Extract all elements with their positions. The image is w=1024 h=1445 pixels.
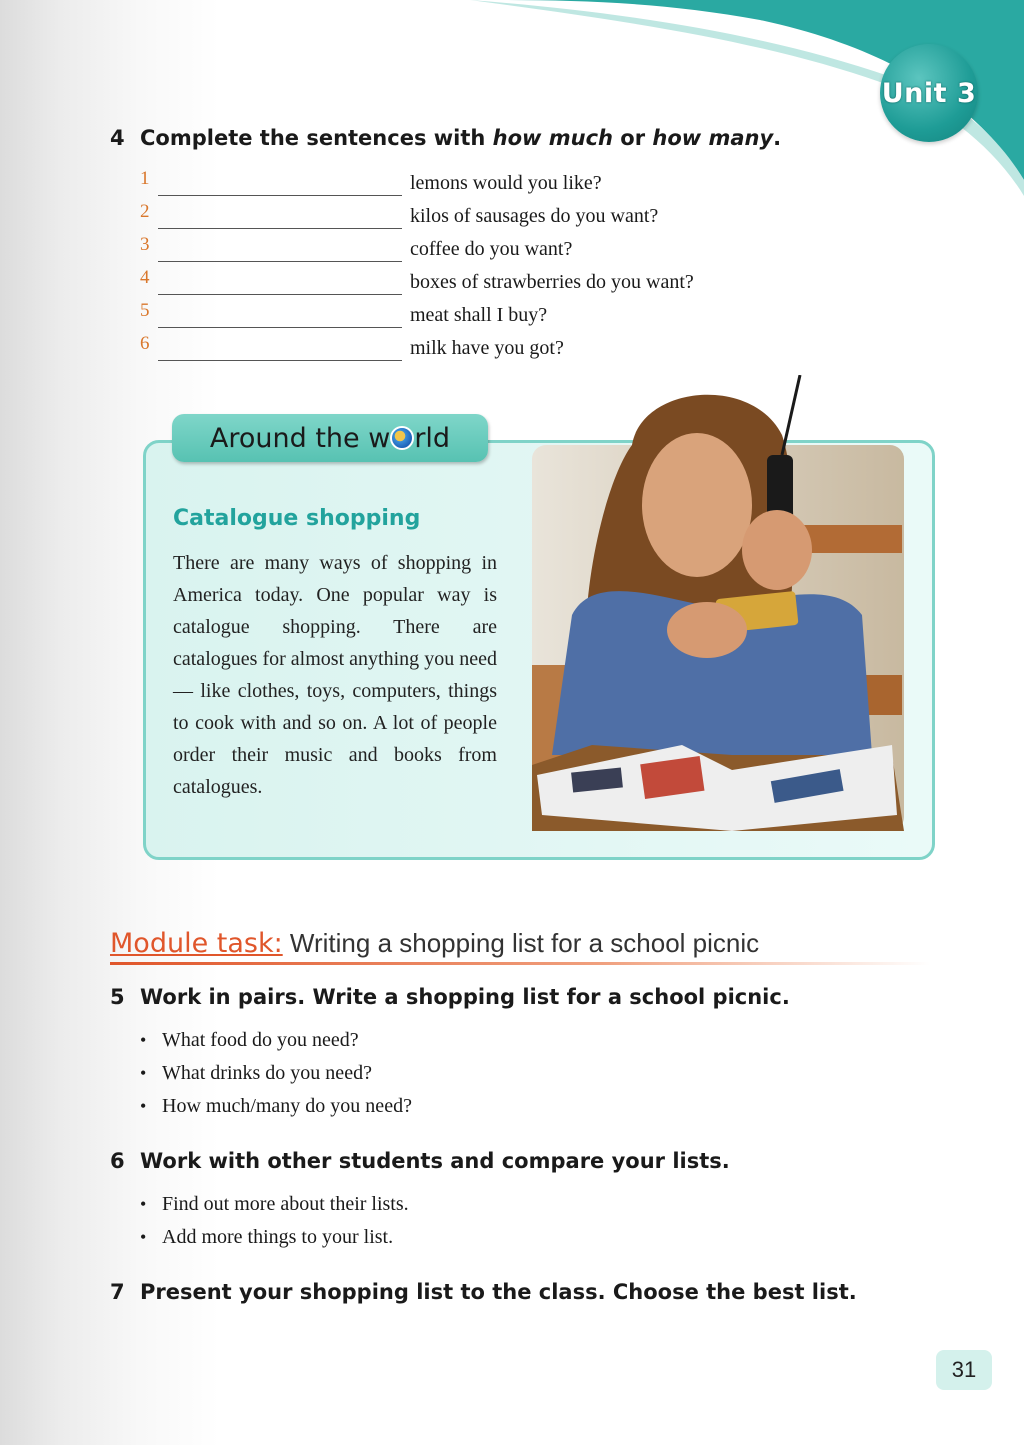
item-number: 5 <box>140 300 150 321</box>
answer-blank[interactable] <box>158 293 402 295</box>
exercise-instruction: Work with other students and compare your lists. <box>140 1149 730 1173</box>
tab-label-pre: Around the w <box>209 422 391 454</box>
instruction-em-how-many: how many <box>652 126 774 150</box>
answer-blank[interactable] <box>158 359 402 361</box>
exercise-6-heading <box>110 1149 730 1173</box>
answer-blank[interactable] <box>158 326 402 328</box>
item-text: coffee do you want? <box>410 238 573 260</box>
bullet-item <box>140 1090 412 1123</box>
exercise-4-heading <box>110 126 781 150</box>
item-number: 4 <box>140 267 150 288</box>
bullet-text: What drinks do you need? <box>162 1062 372 1084</box>
fill-item <box>140 233 780 266</box>
answer-blank[interactable] <box>158 194 402 196</box>
bullet-icon: • <box>140 1227 147 1247</box>
exercise-instruction: Work in pairs. Write a shopping list for a school picnic. <box>140 985 790 1009</box>
bullet-item <box>140 1024 412 1057</box>
item-number: 1 <box>140 168 150 189</box>
module-divider <box>110 962 930 965</box>
instruction-pre: Complete the sentences with <box>140 126 493 150</box>
bullet-text: Find out more about their lists. <box>162 1193 409 1215</box>
bullet-text: Add more things to your list. <box>162 1226 394 1248</box>
fill-item <box>140 299 780 332</box>
fill-item <box>140 332 780 365</box>
bullet-icon: • <box>140 1194 147 1214</box>
section-body: There are many ways of shopping in America today. One popular way is catalogue shopping. There are catalogues for almost anything you need — like clothes, toys, computers, things to cook with and so on. A lot of people order their music and books from catalogues. <box>173 552 497 798</box>
bullet-item <box>140 1221 409 1254</box>
instruction-mid: or <box>612 126 653 150</box>
exercise-6-bullets <box>140 1188 409 1254</box>
item-text: boxes of strawberries do you want? <box>410 271 694 293</box>
instruction-em-how-much: how much <box>492 126 613 150</box>
page-number-label: 31 <box>951 1357 977 1382</box>
unit-badge <box>880 44 978 142</box>
fill-in-list <box>140 167 780 365</box>
bullet-item <box>140 1057 412 1090</box>
fill-item <box>140 266 780 299</box>
exercise-number: 5 <box>110 985 125 1009</box>
module-task-text: Writing a shopping list for a school picnic <box>282 928 760 958</box>
exercise-instruction: Present your shopping list to the class. Choose the best list. <box>140 1280 857 1304</box>
item-text: meat shall I buy? <box>410 304 548 326</box>
bullet-text: What food do you need? <box>162 1029 359 1051</box>
exercise-5-heading <box>110 985 790 1009</box>
section-title: Catalogue shopping <box>173 506 421 531</box>
item-number: 2 <box>140 201 150 222</box>
exercise-5-bullets <box>140 1024 412 1123</box>
around-the-world-tab <box>172 414 488 462</box>
bullet-icon: • <box>140 1030 147 1050</box>
answer-blank[interactable] <box>158 260 402 262</box>
module-task-heading <box>110 928 759 959</box>
module-task-label: Module task: <box>110 928 283 959</box>
item-text: lemons would you like? <box>410 172 602 194</box>
bullet-icon: • <box>140 1096 147 1116</box>
fill-item <box>140 167 780 200</box>
item-text: kilos of sausages do you want? <box>410 205 659 227</box>
page-number <box>936 1350 992 1390</box>
instruction-end: . <box>773 126 782 150</box>
tab-label-post: rld <box>414 422 451 454</box>
bullet-icon: • <box>140 1063 147 1083</box>
exercise-number: 4 <box>110 126 125 150</box>
exercise-7-heading <box>110 1280 857 1304</box>
unit-badge-label: Unit 3 <box>881 77 977 109</box>
bullet-item <box>140 1188 409 1221</box>
exercise-number: 7 <box>110 1280 125 1304</box>
bullet-text: How much/many do you need? <box>162 1095 412 1117</box>
item-number: 3 <box>140 234 150 255</box>
answer-blank[interactable] <box>158 227 402 229</box>
woman-on-phone-photo <box>532 375 904 831</box>
exercise-number: 6 <box>110 1149 125 1173</box>
item-text: milk have you got? <box>410 337 564 359</box>
globe-icon <box>390 426 414 450</box>
item-number: 6 <box>140 333 150 354</box>
fill-item <box>140 200 780 233</box>
